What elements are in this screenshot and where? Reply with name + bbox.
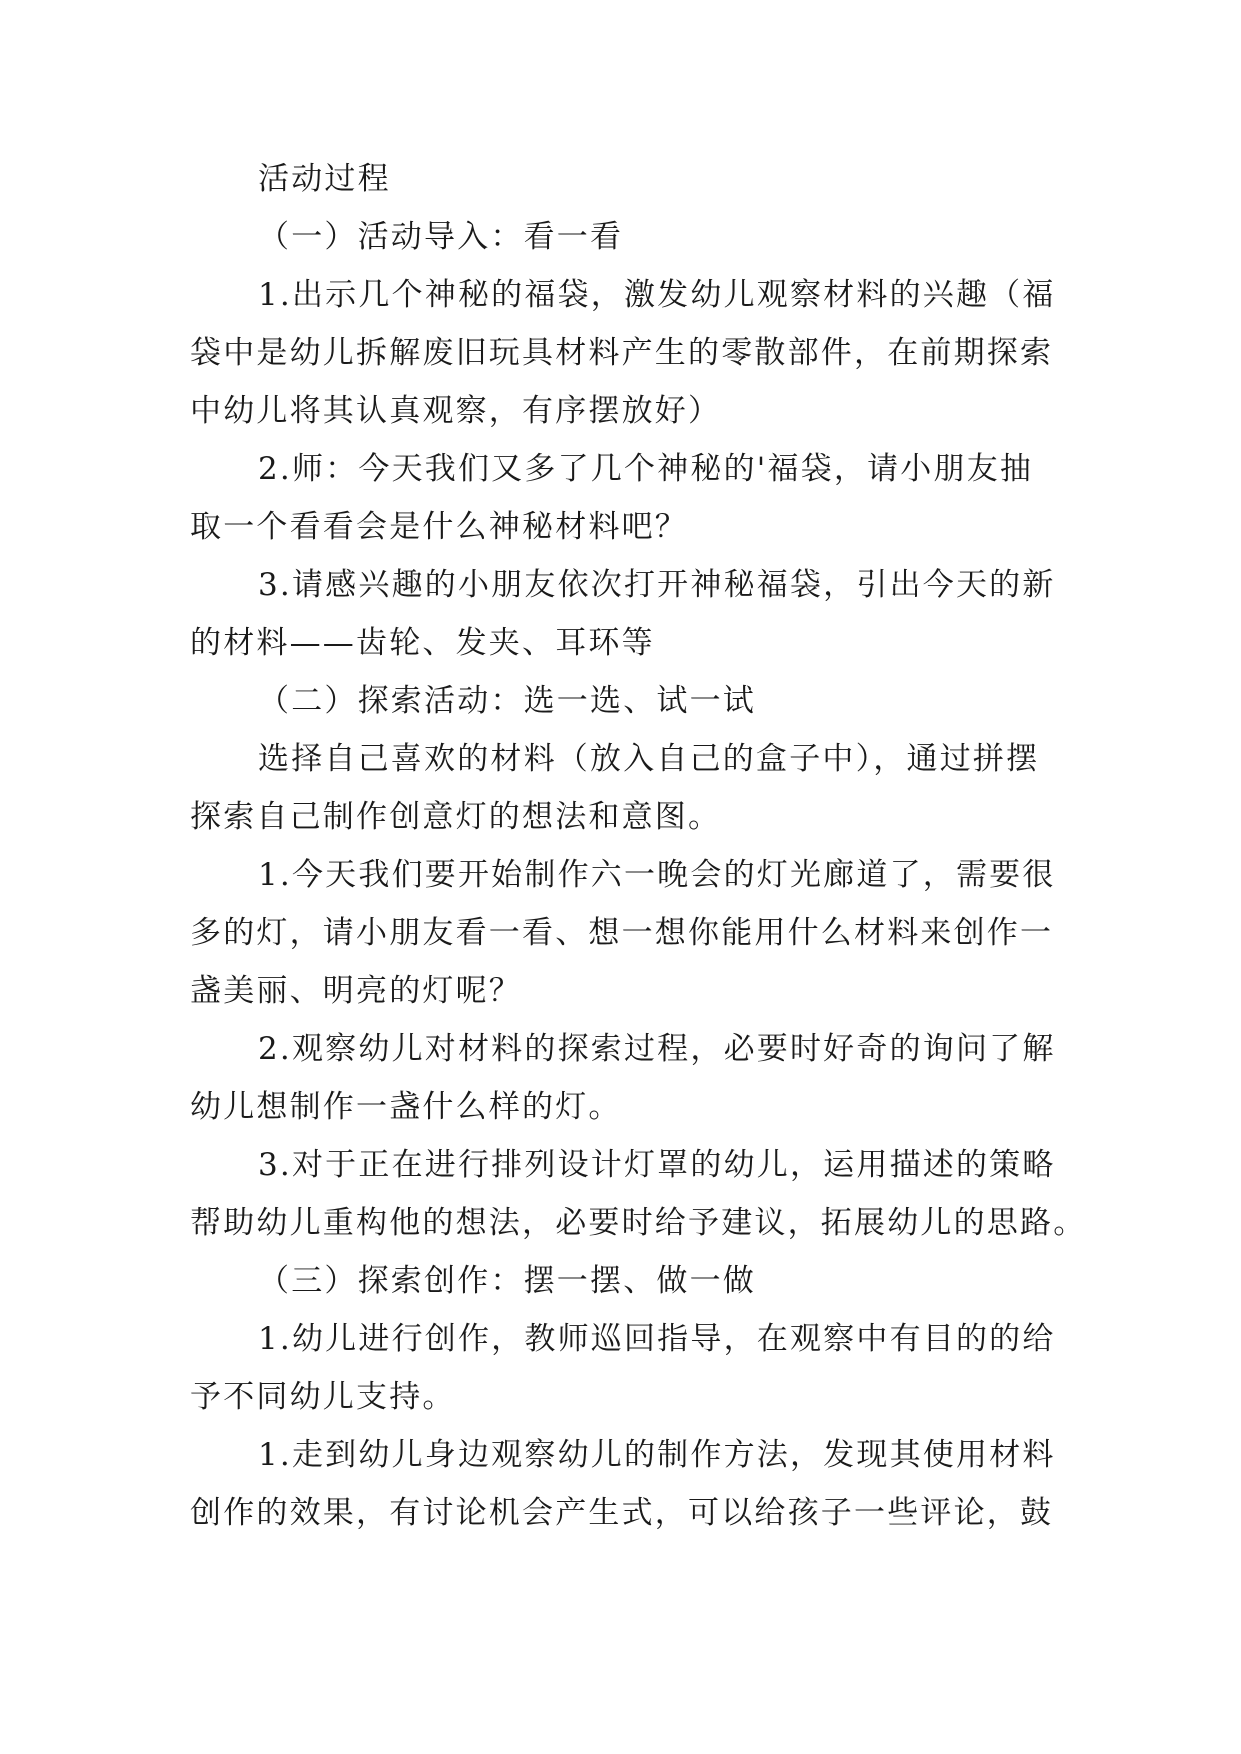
paragraph-line: 1.出示几个神秘的福袋，激发幼儿观察材料的兴趣（福	[258, 277, 1056, 313]
paragraph-line: 2.观察幼儿对材料的探索过程，必要时好奇的询问了解	[258, 1031, 1056, 1067]
subsection-heading: （二）探索活动：选一选、试一试	[258, 683, 756, 719]
subsection-heading: （三）探索创作：摆一摆、做一做	[258, 1263, 756, 1299]
subsection-heading: （一）活动导入：看一看	[258, 219, 624, 255]
paragraph-line: 中幼儿将其认真观察，有序摆放好）	[190, 393, 722, 429]
paragraph-line: 2.师：今天我们又多了几个神秘的'福袋，请小朋友抽	[258, 451, 1034, 487]
paragraph-line: 3.请感兴趣的小朋友依次打开神秘福袋，引出今天的新	[258, 567, 1056, 603]
paragraph-line: 1.今天我们要开始制作六一晚会的灯光廊道了，需要很	[258, 857, 1056, 893]
paragraph-line: 1.走到幼儿身边观察幼儿的制作方法，发现其使用材料	[258, 1437, 1056, 1473]
paragraph-line: 的材料——齿轮、发夹、耳环等	[190, 625, 655, 661]
paragraph-line: 3.对于正在进行排列设计灯罩的幼儿，运用描述的策略	[258, 1147, 1056, 1183]
paragraph-line: 盏美丽、明亮的灯呢？	[190, 973, 522, 1009]
section-heading: 活动过程	[258, 161, 391, 197]
paragraph-line: 选择自己喜欢的材料（放入自己的盒子中），通过拼摆	[258, 741, 1040, 777]
paragraph-line: 取一个看看会是什么神秘材料吧？	[190, 509, 688, 545]
paragraph-line: 帮助幼儿重构他的想法，必要时给予建议，拓展幼儿的思路。	[190, 1205, 1087, 1241]
paragraph-line: 创作的效果，有讨论机会产生式，可以给孩子一些评论，鼓	[190, 1495, 1054, 1531]
paragraph-line: 探索自己制作创意灯的想法和意图。	[190, 799, 722, 835]
paragraph-line: 袋中是幼儿拆解废旧玩具材料产生的零散部件，在前期探索	[190, 335, 1054, 371]
paragraph-line: 幼儿想制作一盏什么样的灯。	[190, 1089, 622, 1125]
paragraph-line: 1.幼儿进行创作，教师巡回指导，在观察中有目的的给	[258, 1321, 1056, 1357]
paragraph-line: 多的灯，请小朋友看一看、想一想你能用什么材料来创作一	[190, 915, 1054, 951]
paragraph-line: 予不同幼儿支持。	[190, 1379, 456, 1415]
document-body	[190, 150, 1087, 1542]
